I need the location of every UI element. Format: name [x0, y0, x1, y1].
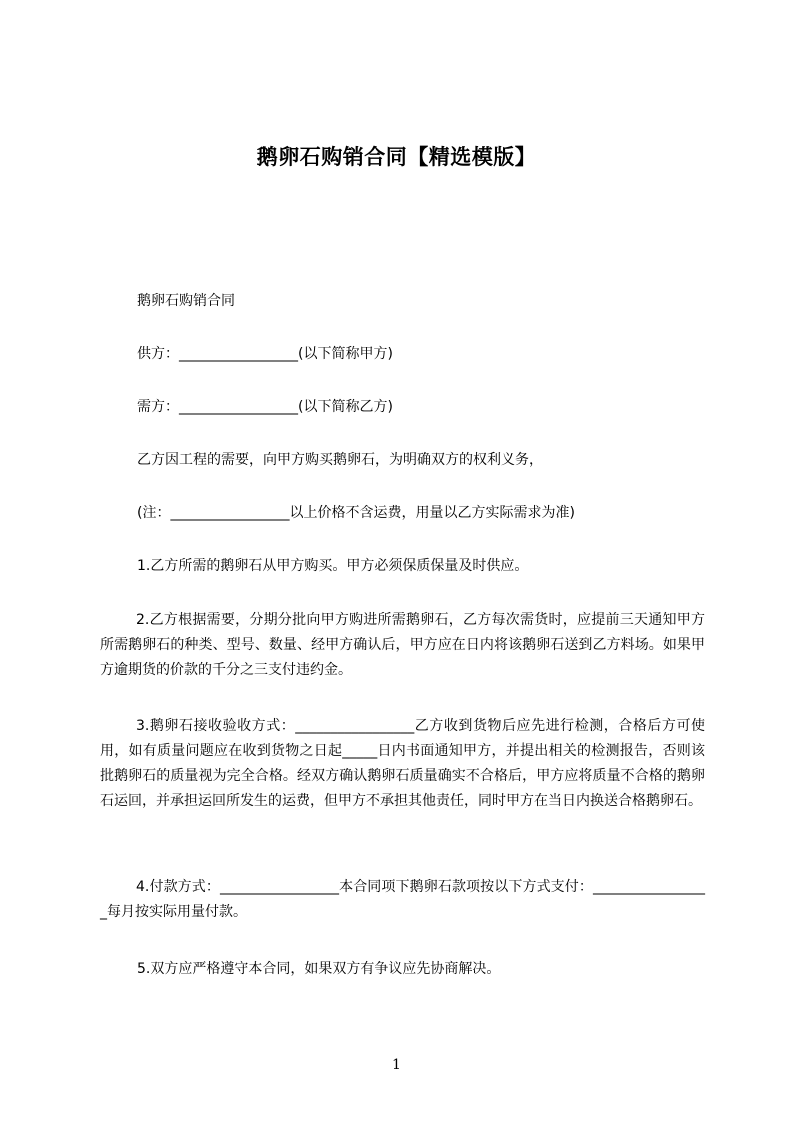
contract-heading: 鹅卵石购销合同 [137, 293, 235, 309]
clause-3-text: 3.鹅卵石接收验收方式：_________________乙方收到货物后应先进行检测，合格后方可使用，如有质量问题应在收到货物之日起_____日内书面通知甲方，并提出相关的检测报告，否则该批鹅卵石的质量视为完全合格。经双方确认鹅卵石质量确实不合格后，甲方应将质量不合格的鹅卵石运回，并承担运回所发生的运费，但甲方不承担其他责任，同时甲方在当日内换送合格鹅卵石。 [100, 718, 705, 809]
clause-3 [100, 714, 705, 814]
clause-4 [100, 875, 705, 925]
price-note: (注：_________________以上价格不含运费，用量以乙方实际需求为准) [137, 505, 575, 521]
page-number: 1 [392, 1057, 401, 1073]
buyer-line: 需方：_________________(以下简称乙方) [137, 399, 393, 415]
clause-2-text: 2.乙方根据需要，分期分批向甲方购进所需鹅卵石，乙方每次需货时，应提前三天通知甲方所需鹅卵石的种类、型号、数量、经甲方确认后，甲方应在日内将该鹅卵石送到乙方料场。如果甲方逾期货的价款的千分之三支付违约金。 [100, 612, 705, 678]
clause-5: 5.双方应严格遵守本合同，如果双方有争议应先协商解决。 [137, 961, 501, 977]
clause-1: 1.乙方所需的鹅卵石从甲方购买。甲方必须保质保量及时供应。 [137, 558, 529, 574]
document-title: 鹅卵石购销合同【精选模版】 [256, 145, 537, 169]
supplier-line: 供方：_________________(以下简称甲方) [137, 346, 393, 362]
intro-paragraph: 乙方因工程的需要，向甲方购买鹅卵石，为明确双方的权利义务， [137, 452, 543, 468]
clause-2 [100, 608, 705, 683]
clause-4-text: 4.付款方式：_________________本合同项下鹅卵石款项按以下方式支付：_________________每月按实际用量付款。 [100, 879, 705, 920]
